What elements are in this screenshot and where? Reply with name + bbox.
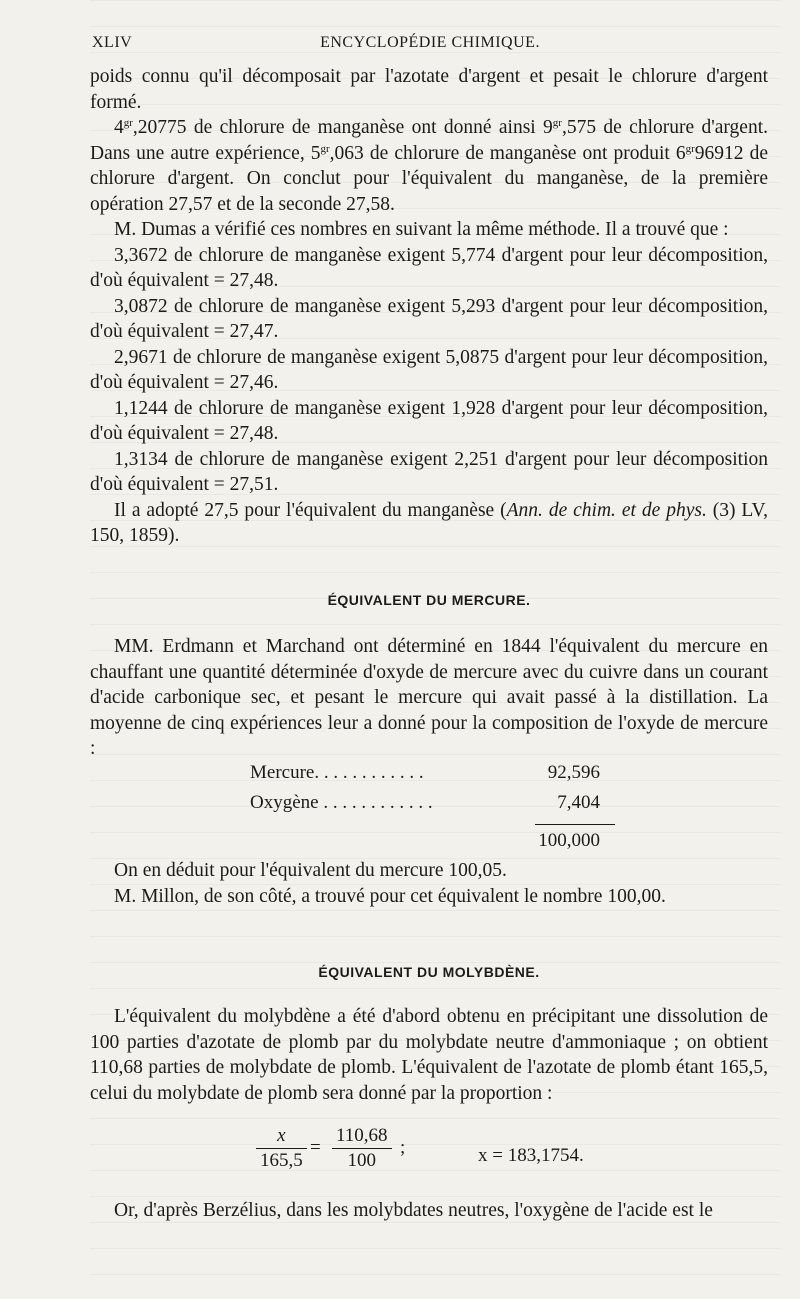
- paragraph: 3,3672 de chlorure de manganèse exigent 5,774 d'argent pour leur décomposition, d'où équivalent = 27,48.: [90, 244, 768, 291]
- paragraph: 1,1244 de chlorure de manganèse exigent 1,928 d'argent pour leur décomposition, d'où équivalent = 27,48.: [90, 397, 768, 444]
- molybdene-continuation: [90, 1198, 768, 1224]
- semicolon: ;: [400, 1137, 406, 1158]
- paragraph: poids connu qu'il décomposait par l'azotate d'argent et pesait le chlorure d'argent formé.: [90, 66, 768, 113]
- paragraph: 1,3134 de chlorure de manganèse exigent 2,251 d'argent pour leur décomposition d'où équivalent = 27,51.: [90, 448, 768, 495]
- paragraph: 2,9671 de chlorure de manganèse exigent 5,0875 d'argent pour leur décomposition, d'où équivalent = 27,46.: [90, 346, 768, 393]
- manganese-section: [90, 64, 768, 549]
- table-row: Mercure. . . . . . . . . . . . 92,596: [250, 762, 600, 783]
- table-row: Oxygène . . . . . . . . . . . . 7,404: [250, 792, 600, 813]
- mercure-intro: [90, 634, 768, 762]
- paragraph: 3,0872 de chlorure de manganèse exigent 5,293 d'argent pour leur décomposition, d'où équivalent = 27,47.: [90, 295, 768, 342]
- molybdene-intro: [90, 1004, 768, 1106]
- page-number: XLIV: [92, 34, 133, 51]
- paragraph: L'équivalent du molybdène a été d'abord obtenu en précipitant une dissolution de 100 parties d'azotate de plomb par du molybdate neutre d'ammoniaque ; on obtient 110,68 parties de molybdate de plomb. L'équivalent de l'azotate de plomb étant 165,5, celui du molybdate de plomb sera donné par la proportion :: [90, 1006, 768, 1104]
- paragraph: Il a adopté 27,5 pour l'équivalent du manganèse (Ann. de chim. et de phys. (3) LV, 150, 1859).: [90, 499, 768, 546]
- page-header: [92, 34, 768, 58]
- running-title: ENCYCLOPÉDIE CHIMIQUE.: [320, 34, 540, 51]
- paragraph: M. Dumas a vérifié ces nombres en suivant la même méthode. Il a trouvé que :: [114, 219, 729, 240]
- paragraph: Or, d'après Berzélius, dans les molybdates neutres, l'oxygène de l'acide est le: [114, 1200, 713, 1221]
- sum-rule: [535, 824, 615, 825]
- paragraph: $4^{gr},20775$ de chlorure de manganèse ont donné ainsi $9^{gr},575$ de chlorure d'argent. Dans une autre expérience, $5^{gr},063$ de chlorure de manganèse ont produit $6^{gr}96912$ de chlorure d'argent. On conclut pour l'équivalent du manganèse, de la première opération 27,57 et de la seconde 27,58.: [90, 117, 768, 215]
- paragraph: MM. Erdmann et Marchand ont déterminé en 1844 l'équivalent du mercure en chauffant une quantité déterminée d'oxyde de mercure avec du cuivre dans un courant d'acide carbonique sec, et pesant le mercure qui avait passé à la distillation. La moyenne de cinq expériences leur a donné pour la composition de l'oxyde de mercure :: [90, 636, 768, 759]
- table-total-row: 100,000: [538, 830, 600, 851]
- proportion-formula: [250, 1125, 650, 1175]
- citation: Ann. de chim. et de phys.: [506, 499, 707, 521]
- formula-result: x = 183,1754.: [478, 1145, 584, 1166]
- section-heading-mercure: ÉQUIVALENT DU MERCURE.: [327, 592, 531, 608]
- equals-sign: =: [310, 1137, 321, 1158]
- mercure-conclusion: [90, 858, 768, 909]
- fraction-left: x 165,5: [256, 1125, 307, 1172]
- fraction-right: 110,68 100: [332, 1125, 392, 1172]
- paragraph: M. Millon, de son côté, a trouvé pour cet équivalent le nombre 100,00.: [114, 885, 666, 907]
- section-heading-molybdene: ÉQUIVALENT DU MOLYBDÈNE.: [318, 964, 540, 980]
- paragraph: On en déduit pour l'équivalent du mercure 100,05.: [114, 860, 507, 881]
